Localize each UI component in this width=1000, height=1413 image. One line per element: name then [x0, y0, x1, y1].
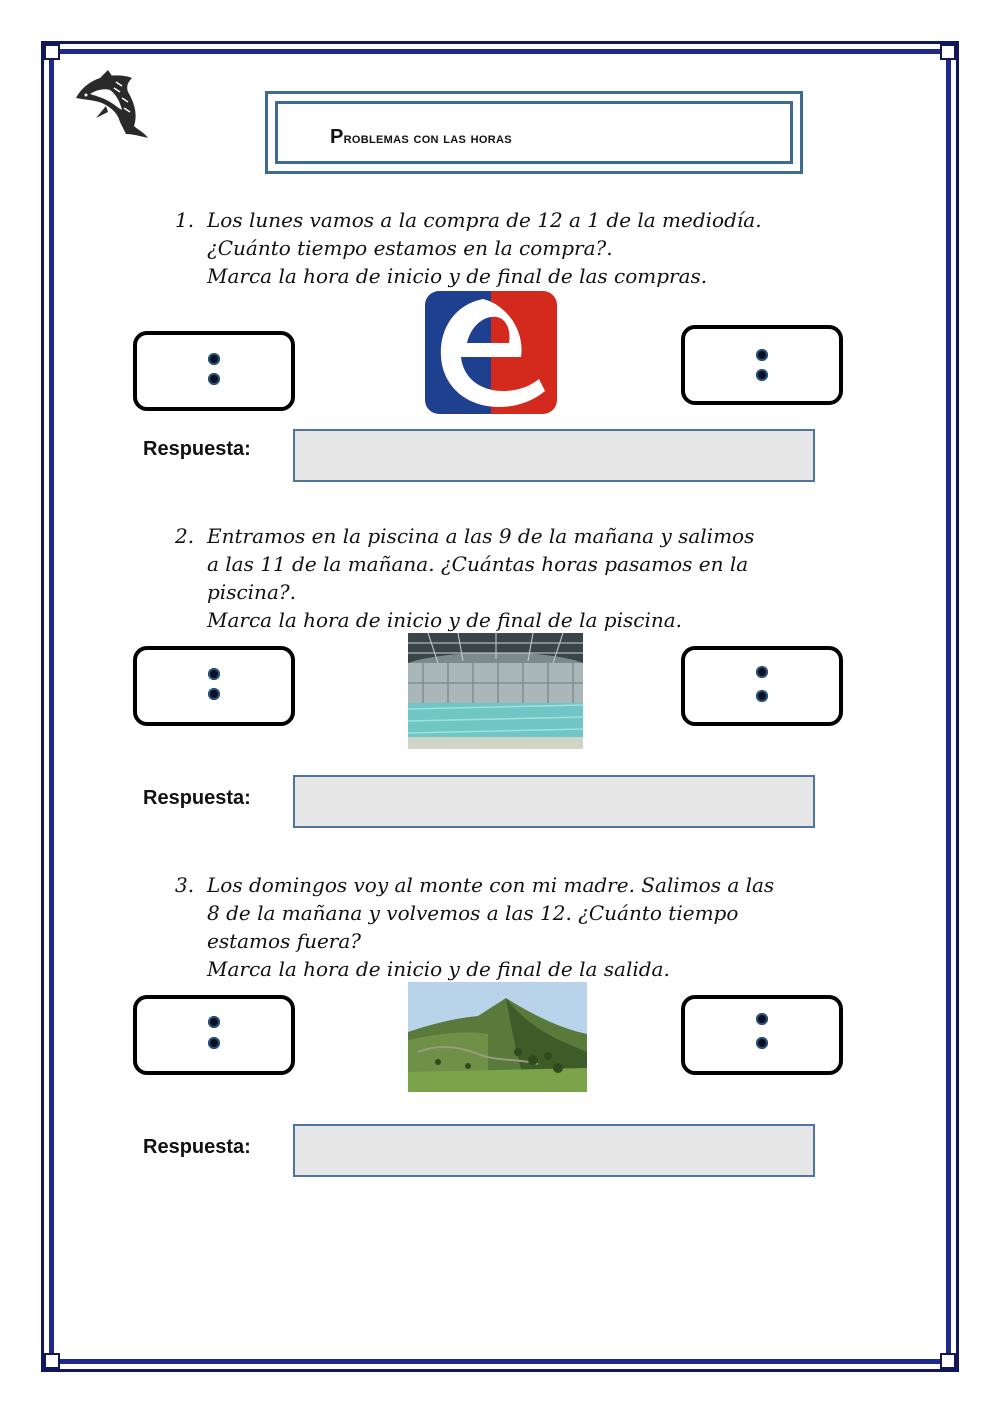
frame-corner — [44, 44, 60, 60]
start-time-box[interactable] — [133, 646, 295, 726]
answer-input[interactable] — [293, 429, 815, 482]
question-text-line: ¿Cuánto tiempo estamos en la compra?. — [207, 236, 613, 260]
start-time-box[interactable] — [133, 331, 295, 411]
colon-dot — [756, 690, 768, 702]
supermarket-logo-icon — [425, 291, 557, 414]
question-text-line: Marca la hora de inicio y de final de la piscina. — [207, 608, 682, 632]
colon-dot — [756, 349, 768, 361]
answer-label: Respuesta: — [143, 787, 251, 809]
frame-corner — [44, 1353, 60, 1369]
answer-input[interactable] — [293, 775, 815, 828]
frame-corner — [940, 44, 956, 60]
page-title: Problemas con las horas — [330, 126, 512, 148]
question-text-line: Los lunes vamos a la compra de 12 a 1 de la mediodía. — [207, 208, 762, 232]
question-text-line: Entramos en la piscina a las 9 de la mañana y salimos — [207, 524, 755, 548]
question-text-line: Marca la hora de inicio y de final de las compras. — [207, 264, 708, 288]
question-text-line: 8 de la mañana y volvemos a las 12. ¿Cuánto tiempo — [207, 901, 739, 925]
question-text-line: a las 11 de la mañana. ¿Cuántas horas pasamos en la — [207, 552, 749, 576]
colon-dot — [208, 688, 220, 700]
start-time-box[interactable] — [133, 995, 295, 1075]
colon-dot — [208, 1037, 220, 1049]
question-text-line: piscina?. — [207, 580, 296, 604]
frame-corner — [940, 1353, 956, 1369]
question-number: 3. — [175, 873, 195, 897]
dolphin-icon — [70, 68, 150, 140]
colon-dot — [756, 1037, 768, 1049]
colon-dot — [208, 373, 220, 385]
colon-dot — [208, 353, 220, 365]
answer-input[interactable] — [293, 1124, 815, 1177]
end-time-box[interactable] — [681, 995, 843, 1075]
end-time-box[interactable] — [681, 646, 843, 726]
colon-dot — [756, 1013, 768, 1025]
swimming-pool-photo — [408, 633, 583, 749]
question-text-line: Los domingos voy al monte con mi madre. Salimos a las — [207, 873, 775, 897]
end-time-box[interactable] — [681, 325, 843, 405]
title-box — [265, 91, 803, 174]
colon-dot — [756, 369, 768, 381]
colon-dot — [208, 1016, 220, 1028]
colon-dot — [756, 666, 768, 678]
colon-dot — [208, 668, 220, 680]
question-text-line: estamos fuera? — [207, 929, 362, 953]
answer-label: Respuesta: — [143, 1136, 251, 1158]
question-number: 2. — [175, 524, 195, 548]
mountain-photo — [408, 982, 587, 1092]
question-text-line: Marca la hora de inicio y de final de la salida. — [207, 957, 670, 981]
answer-label: Respuesta: — [143, 438, 251, 460]
question-number: 1. — [175, 208, 195, 232]
